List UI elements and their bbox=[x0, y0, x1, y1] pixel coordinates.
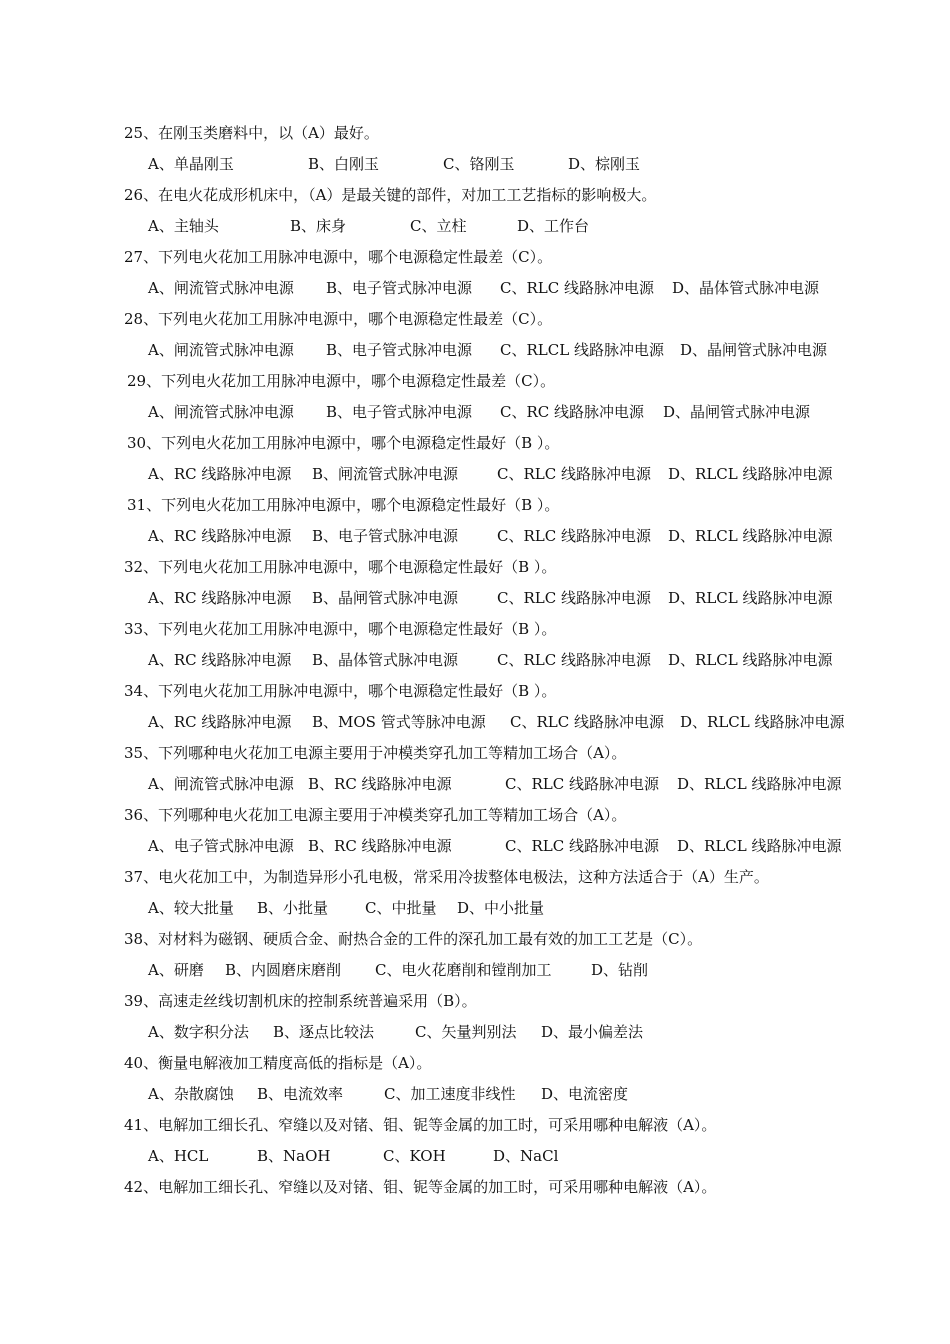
question-item bbox=[0, 1172, 950, 1203]
answer-options bbox=[0, 211, 950, 242]
answer-option: A、研磨 bbox=[148, 961, 204, 979]
answer-option: C、立柱 bbox=[410, 217, 467, 235]
question-stem: 26、在电火花成形机床中，（A）是最关键的部件，对加工工艺指标的影响极大。 bbox=[124, 186, 657, 204]
question-item bbox=[0, 304, 950, 366]
question-stem: 36、下列哪种电火花加工电源主要用于冲模类穿孔加工等精加工场合（A）。 bbox=[124, 806, 627, 824]
answer-option: B、电流效率 bbox=[257, 1085, 344, 1103]
answer-option: D、RLCL 线路脉冲电源 bbox=[680, 713, 845, 731]
answer-option: C、矢量判别法 bbox=[415, 1023, 517, 1041]
answer-option: D、工作台 bbox=[517, 217, 590, 235]
answer-option: A、主轴头 bbox=[148, 217, 219, 235]
question-item bbox=[0, 366, 950, 428]
question-item bbox=[0, 1048, 950, 1110]
answer-option: A、HCL bbox=[148, 1147, 209, 1165]
question-list bbox=[0, 118, 950, 1203]
answer-option: A、较大批量 bbox=[148, 899, 234, 917]
answer-options bbox=[0, 397, 950, 428]
question-stem: 32、下列电火花加工用脉冲电源中，哪个电源稳定性最好（B ）。 bbox=[124, 558, 557, 576]
question-item bbox=[0, 428, 950, 490]
question-stem: 28、下列电火花加工用脉冲电源中，哪个电源稳定性最差（C）。 bbox=[124, 310, 553, 328]
answer-option: D、晶闸管式脉冲电源 bbox=[680, 341, 828, 359]
question-stem: 25、在刚玉类磨料中，以（A）最好。 bbox=[124, 124, 379, 142]
answer-option: C、RLC 线路脉冲电源 bbox=[505, 837, 659, 855]
answer-option: C、电火花磨削和镗削加工 bbox=[375, 961, 552, 979]
question-item bbox=[0, 180, 950, 242]
answer-option: D、晶体管式脉冲电源 bbox=[672, 279, 820, 297]
answer-option: A、杂散腐蚀 bbox=[148, 1085, 234, 1103]
question-item bbox=[0, 924, 950, 986]
question-item bbox=[0, 676, 950, 738]
answer-option: B、电子管式脉冲电源 bbox=[326, 341, 473, 359]
answer-option: B、晶体管式脉冲电源 bbox=[312, 651, 459, 669]
question-item bbox=[0, 490, 950, 552]
answer-option: C、RLC 线路脉冲电源 bbox=[505, 775, 659, 793]
question-stem: 41、电解加工细长孔、窄缝以及对锗、钼、铌等金属的加工时，可采用哪种电解液（A）。 bbox=[124, 1116, 717, 1134]
question-item bbox=[0, 614, 950, 676]
question-stem: 37、电火花加工中，为制造异形小孔电极，常采用冷拔整体电极法，这种方法适合于（A）生产。 bbox=[124, 868, 769, 886]
answer-option: A、数字积分法 bbox=[148, 1023, 249, 1041]
answer-option: A、RC 线路脉冲电源 bbox=[148, 465, 292, 483]
question-item bbox=[0, 1110, 950, 1172]
answer-option: D、RLCL 线路脉冲电源 bbox=[668, 651, 833, 669]
question-stem: 27、下列电火花加工用脉冲电源中，哪个电源稳定性最差（C）。 bbox=[124, 248, 553, 266]
answer-option: C、中批量 bbox=[365, 899, 437, 917]
answer-options bbox=[0, 831, 950, 862]
answer-option: C、RLCL 线路脉冲电源 bbox=[500, 341, 664, 359]
answer-options bbox=[0, 955, 950, 986]
answer-option: C、RC 线路脉冲电源 bbox=[500, 403, 645, 421]
answer-option: D、晶闸管式脉冲电源 bbox=[663, 403, 811, 421]
answer-options bbox=[0, 893, 950, 924]
answer-option: D、RLCL 线路脉冲电源 bbox=[668, 589, 833, 607]
answer-option: A、电子管式脉冲电源 bbox=[148, 837, 294, 855]
answer-option: B、电子管式脉冲电源 bbox=[326, 279, 473, 297]
answer-options bbox=[0, 583, 950, 614]
question-stem: 39、高速走丝线切割机床的控制系统普遍采用（B）。 bbox=[124, 992, 477, 1010]
question-stem: 42、电解加工细长孔、窄缝以及对锗、钼、铌等金属的加工时，可采用哪种电解液（A）。 bbox=[124, 1178, 717, 1196]
answer-option: C、RLC 线路脉冲电源 bbox=[497, 589, 651, 607]
answer-option: C、铬刚玉 bbox=[443, 155, 515, 173]
answer-option: D、棕刚玉 bbox=[568, 155, 641, 173]
question-stem: 40、衡量电解液加工精度高低的指标是（A）。 bbox=[124, 1054, 432, 1072]
answer-option: D、最小偏差法 bbox=[541, 1023, 644, 1041]
answer-options bbox=[0, 521, 950, 552]
question-item bbox=[0, 862, 950, 924]
answer-option: B、NaOH bbox=[257, 1147, 331, 1165]
answer-option: C、RLC 线路脉冲电源 bbox=[497, 465, 651, 483]
answer-option: B、闸流管式脉冲电源 bbox=[312, 465, 459, 483]
answer-option: A、RC 线路脉冲电源 bbox=[148, 651, 292, 669]
question-stem: 29、下列电火花加工用脉冲电源中，哪个电源稳定性最差（C）。 bbox=[127, 372, 556, 390]
answer-option: A、闸流管式脉冲电源 bbox=[148, 403, 294, 421]
question-item bbox=[0, 800, 950, 862]
answer-option: B、RC 线路脉冲电源 bbox=[308, 775, 452, 793]
answer-option: A、闸流管式脉冲电源 bbox=[148, 775, 294, 793]
answer-option: B、小批量 bbox=[257, 899, 329, 917]
answer-option: A、RC 线路脉冲电源 bbox=[148, 589, 292, 607]
answer-options bbox=[0, 459, 950, 490]
question-item bbox=[0, 738, 950, 800]
question-item bbox=[0, 552, 950, 614]
answer-options bbox=[0, 273, 950, 304]
answer-option: A、RC 线路脉冲电源 bbox=[148, 527, 292, 545]
answer-option: D、NaCl bbox=[493, 1147, 559, 1165]
answer-option: D、钻削 bbox=[591, 961, 649, 979]
answer-options bbox=[0, 645, 950, 676]
answer-option: B、电子管式脉冲电源 bbox=[312, 527, 459, 545]
answer-options bbox=[0, 707, 950, 738]
question-stem: 33、下列电火花加工用脉冲电源中，哪个电源稳定性最好（B ）。 bbox=[124, 620, 557, 638]
answer-option: C、KOH bbox=[383, 1147, 446, 1165]
answer-option: B、RC 线路脉冲电源 bbox=[308, 837, 452, 855]
answer-options bbox=[0, 149, 950, 180]
answer-option: D、电流密度 bbox=[541, 1085, 629, 1103]
answer-option: B、电子管式脉冲电源 bbox=[326, 403, 473, 421]
answer-option: A、闸流管式脉冲电源 bbox=[148, 279, 294, 297]
answer-option: B、床身 bbox=[290, 217, 347, 235]
answer-option: D、RLCL 线路脉冲电源 bbox=[677, 837, 842, 855]
answer-options bbox=[0, 1017, 950, 1048]
answer-options bbox=[0, 335, 950, 366]
answer-option: B、白刚玉 bbox=[308, 155, 380, 173]
answer-option: C、RLC 线路脉冲电源 bbox=[510, 713, 664, 731]
answer-options bbox=[0, 769, 950, 800]
answer-option: C、RLC 线路脉冲电源 bbox=[497, 527, 651, 545]
answer-option: A、单晶刚玉 bbox=[148, 155, 234, 173]
answer-option: B、MOS 管式等脉冲电源 bbox=[312, 713, 486, 731]
question-stem: 38、对材料为磁钢、硬质合金、耐热合金的工件的深孔加工最有效的加工工艺是（C）。 bbox=[124, 930, 703, 948]
answer-option: B、内圆磨床磨削 bbox=[225, 961, 342, 979]
question-item bbox=[0, 242, 950, 304]
question-item bbox=[0, 118, 950, 180]
answer-option: A、RC 线路脉冲电源 bbox=[148, 713, 292, 731]
question-stem: 30、下列电火花加工用脉冲电源中，哪个电源稳定性最好（B ）。 bbox=[127, 434, 560, 452]
answer-options bbox=[0, 1141, 950, 1172]
answer-options bbox=[0, 1079, 950, 1110]
answer-option: B、晶闸管式脉冲电源 bbox=[312, 589, 459, 607]
question-item bbox=[0, 986, 950, 1048]
question-stem: 34、下列电火花加工用脉冲电源中，哪个电源稳定性最好（B ）。 bbox=[124, 682, 557, 700]
answer-option: D、中小批量 bbox=[457, 899, 545, 917]
answer-option: C、RLC 线路脉冲电源 bbox=[500, 279, 654, 297]
answer-option: D、RLCL 线路脉冲电源 bbox=[668, 527, 833, 545]
answer-option: C、RLC 线路脉冲电源 bbox=[497, 651, 651, 669]
question-stem: 31、下列电火花加工用脉冲电源中，哪个电源稳定性最好（B ）。 bbox=[127, 496, 560, 514]
answer-option: C、加工速度非线性 bbox=[384, 1085, 516, 1103]
answer-option: D、RLCL 线路脉冲电源 bbox=[668, 465, 833, 483]
question-stem: 35、下列哪种电火花加工电源主要用于冲模类穿孔加工等精加工场合（A）。 bbox=[124, 744, 627, 762]
answer-option: D、RLCL 线路脉冲电源 bbox=[677, 775, 842, 793]
answer-option: B、逐点比较法 bbox=[273, 1023, 375, 1041]
answer-option: A、闸流管式脉冲电源 bbox=[148, 341, 294, 359]
